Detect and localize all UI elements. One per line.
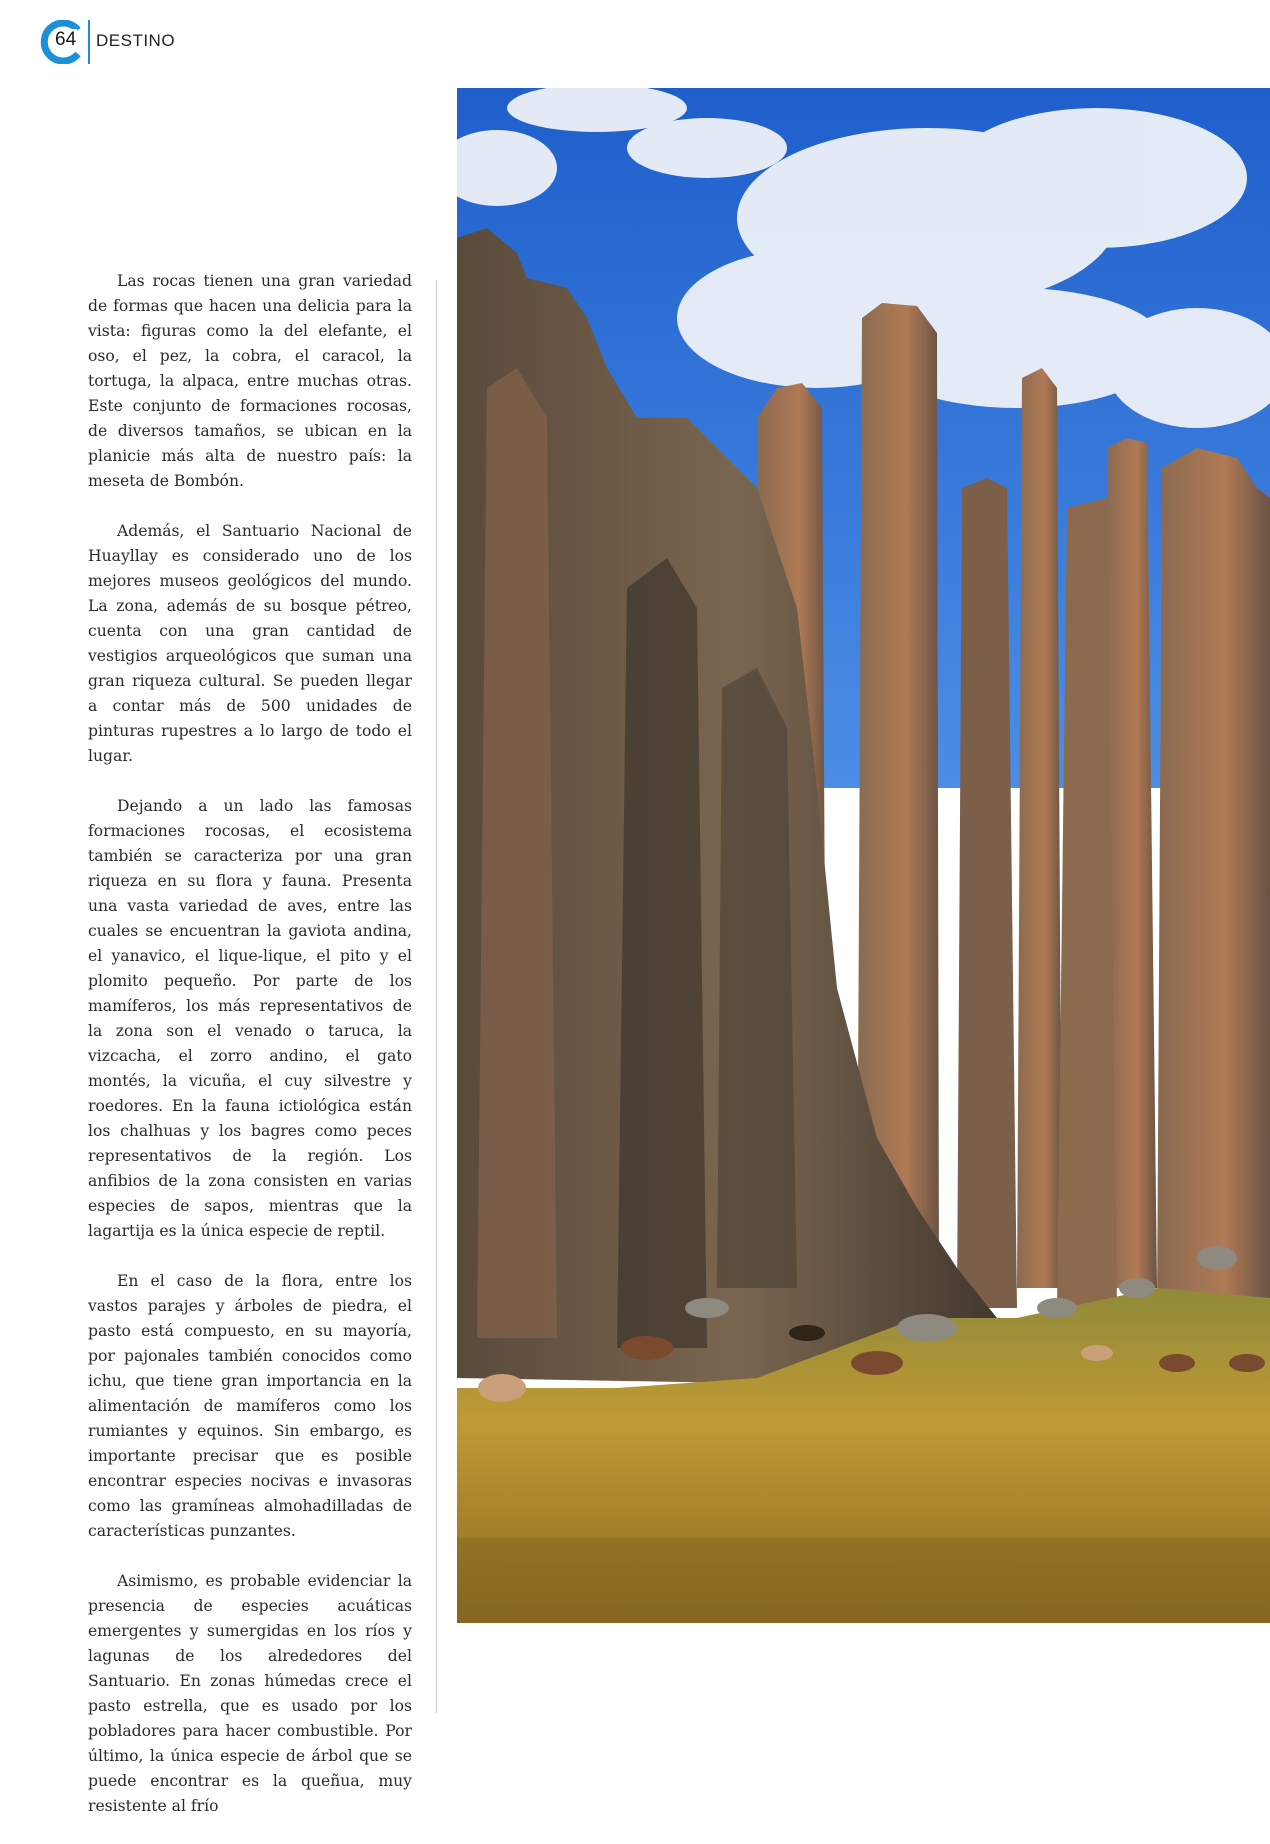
paragraph: Dejando a un lado las famosas formaciones rocosas, el ecosistema también se caracteriza por una gran riqueza en su flora y fauna. Presenta una vasta variedad de aves, entre las cuales se encuentran la gaviota andina, el yanavico, el lique-lique, el pito y el plomito pequeño. Por parte de los mamíferos, los más representativos de la zona son el venado o taruca, la vizcacha, el zorro andino, el gato montés, la vicuña, el cuy silvestre y roedores. En la fauna ictiológica están los chalhuas y los bagres como peces representativos de la región. Los anfibios de la zona consisten en varias especies de sapos, mientras que la lagartija es la única especie de reptil. [88,797,412,1240]
photo-illustration [457,88,1270,1623]
paragraph: Las rocas tienen una gran variedad de formas que hacen una delicia para la vista: figuras como la del elefante, el oso, el pez, la cobra, el caracol, la tortuga, la alpaca, entre muchas otras. Este conjunto de formaciones rocosas, de diversos tamaños, se ubican en la planicie más alta de nuestro país: la meseta de Bombón. [88,272,412,490]
page-number: 64 [55,29,77,50]
paragraph: Además, el Santuario Nacional de Huayllay es considerado uno de los mejores museos geológicos del mundo. La zona, además de su bosque pétreo, cuenta con una gran cantidad de vestigios arqueológicos que suman una gran riqueza cultural. Se pueden llegar a contar más de 500 unidades de pinturas rupestres a lo largo de todo el lugar. [88,522,412,765]
paragraph: Asimismo, es probable evidenciar la presencia de especies acuáticas emergentes y sumergidas en los ríos y lagunas de los alrededores del Santuario. En zonas húmedas crece el pasto estrella, que es usado por los pobladores para hacer combustible. Por último, la única especie de árbol que se puede encontrar es la queñua, muy resistente al frío [88,1572,412,1815]
header-divider [88,20,90,64]
column-divider [436,280,437,1713]
section-label: DESTINO [96,31,176,50]
paragraph: En el caso de la flora, entre los vastos parajes y árboles de piedra, el pasto está compuesto, en su mayoría, por pajonales también conocidos como ichu, que tiene gran importancia en la alimentación de mamíferos como los rumiantes y equinos. Sin embargo, es importante precisar que es posible encontrar especies nocivas e invasoras como las gramíneas almohadilladas de características punzantes. [88,1272,412,1540]
article-body [88,269,412,1844]
rock-forest-photo [457,88,1270,1623]
